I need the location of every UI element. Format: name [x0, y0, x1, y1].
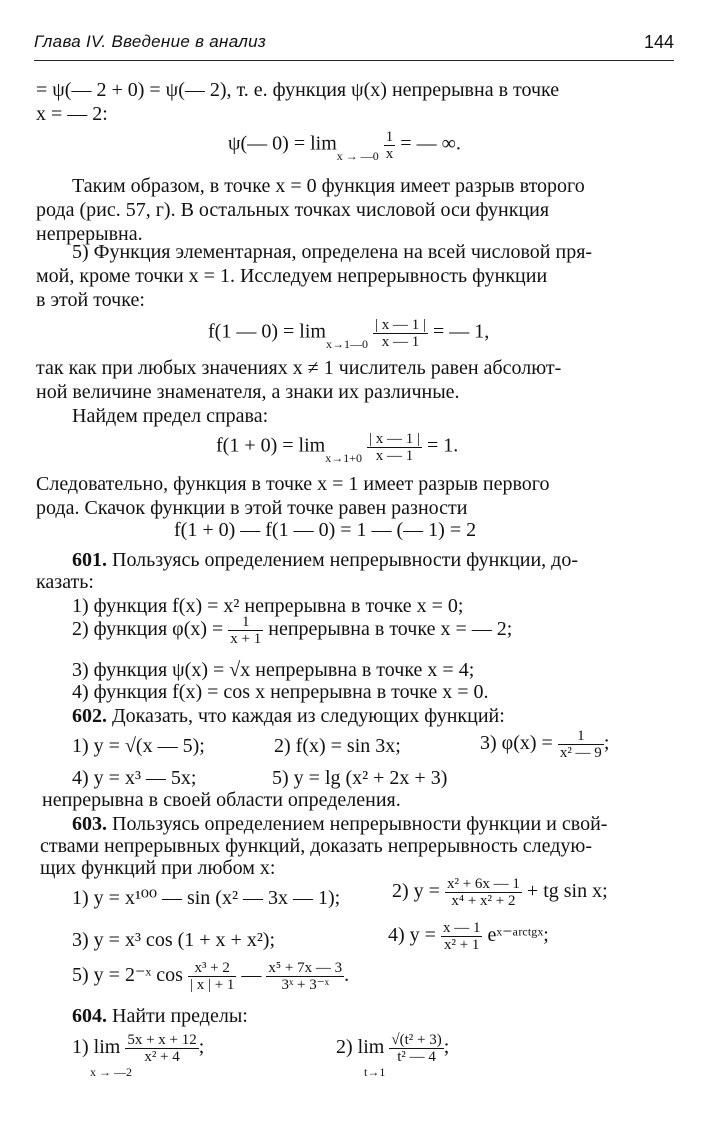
item-603-2: 2) y = $\frac{\text{x² + 6x — 1}}{\text{x⁴ + x² + 2}}$ + tg sin x; — [392, 876, 608, 909]
fraction: $\frac{\text{x⁵ + 7x — 3}}{\text{3ˣ + 3⁻ˣ}}$ — [268, 960, 343, 993]
text-line: Таким образом, в точке x = 0 функция имеет разрыв второго — [72, 175, 585, 197]
problem-602: 602. Доказать, что каждая из следующих функций: — [72, 705, 505, 727]
limit-subscript: x → —2 — [90, 1065, 132, 1079]
item-603-5: 5) y = 2⁻ˣ cos $\frac{\text{x³ + 2}}{| x | + 1}$ — $\frac{\text{x⁵ + 7x — 3}}{\text{3ˣ + 3⁻ˣ}}$ . — [72, 960, 350, 993]
item-603-4: 4) y = $\frac{x — 1}{\text{x² + 1}}$ eˣ⁻ᵃʳᶜᵗᵍˣ; — [388, 920, 549, 953]
fraction: $\frac{1}{x}$ — [385, 128, 394, 162]
text-line: ной величине знаменателя, а знаки их различные. — [36, 381, 460, 403]
limit-subscript: x→1—0 — [325, 337, 368, 351]
fraction: $\frac{| x — 1 |}{x — 1}$ — [369, 430, 421, 464]
limit-subscript: x → —0 — [336, 149, 379, 163]
text-line: непрерывна в своей области определения. — [42, 789, 401, 811]
item-603-3: 3) y = x³ cos (1 + x + x²); — [72, 929, 276, 951]
item-603-1: 1) y = x¹⁰⁰ — sin (x² — 3x — 1); — [72, 887, 341, 909]
text-line: = ψ(— 2 + 0) = ψ(— 2), т. е. функция ψ(x) непрерывна в точке — [36, 79, 560, 101]
text-line: щих функций при любом x: — [40, 857, 276, 879]
text-line: Следовательно, функция в точке x = 1 имеет разрыв первого — [36, 473, 550, 495]
text-line: рода. Скачок функции в этой точке равен разности — [36, 497, 468, 519]
text-line: непрерывна. — [36, 223, 143, 245]
problem-603: 603. Пользуясь определением непрерывности функции и свой- — [72, 813, 608, 835]
problem-604: 604. Найти пределы: — [72, 1005, 248, 1027]
text-line: так как при любых значениях x ≠ 1 числитель равен абсолют- — [36, 357, 562, 379]
item-601-2: 2) функция φ(x) = $\frac{1}{x + 1}$ непрерывна в точке x = — 2; — [72, 614, 513, 647]
item-601-4: 4) функция f(x) = cos x непрерывна в точке x = 0. — [72, 681, 489, 703]
equation-right-limit: f(1 + 0) = lim x→1+0 $\frac{| x — 1 |}{x — 1}$ = 1. — [216, 430, 459, 465]
fraction: $\frac{\text{x² + 6x — 1}}{\text{x⁴ + x² + 2}}$ — [446, 876, 520, 909]
limit-subscript: x→1+0 — [325, 451, 362, 465]
item-602-1: 1) y = √(x — 5); — [72, 735, 205, 757]
text-line: ствами непрерывных функций, доказать непрерывность следую- — [40, 835, 593, 857]
running-header — [34, 30, 674, 61]
equation-left-limit: f(1 — 0) = lim x→1—0 $\frac{| x — 1 |}{x — 1}$ = — 1, — [208, 316, 490, 351]
item-602-3: 3) φ(x) = $\frac{1}{\text{x² — 9}}$ ; — [480, 728, 610, 761]
item-601-3: 3) функция ψ(x) = √x непрерывна в точке x = 4; — [72, 659, 475, 681]
item-602-4: 4) y = x³ — 5x; — [72, 767, 197, 789]
fraction: $\frac{\text{x³ + 2}}{| x | + 1}$ — [189, 960, 235, 993]
item-601-1: 1) функция f(x) = x² непрерывна в точке x = 0; — [72, 595, 464, 617]
equation-limit-psi: ψ(— 0) = lim x → —0 $\frac{1}{x}$ = — ∞. — [228, 128, 461, 163]
chapter-title: Глава IV. Введение в анализ — [34, 32, 267, 51]
item-602-2: 2) f(x) = sin 3x; — [274, 735, 401, 757]
text-line: казать: — [36, 571, 94, 593]
problem-601: 601. Пользуясь определением непрерывности функции, до- — [72, 549, 579, 571]
text-line: Найдем предел справа: — [72, 405, 269, 427]
item-604-1: 1) lim $\frac{5x + x + 12}{\text{x² + 4}}$ ; x → —2 — [72, 1032, 205, 1079]
text-line: в этой точке: — [36, 289, 145, 311]
fraction: $\frac{5x + x + 12}{\text{x² + 4}}$ — [127, 1032, 197, 1065]
item-602-5: 5) y = lg (x² + 2x + 3) — [272, 767, 448, 789]
equation-jump: f(1 + 0) — f(1 — 0) = 1 — (— 1) = 2 — [174, 519, 477, 541]
fraction: $\frac{1}{x + 1}$ — [230, 614, 262, 647]
fraction: $\frac{| x — 1 |}{x — 1}$ — [374, 316, 426, 350]
text-line: 5) Функция элементарная, определена на всей числовой пря- — [72, 241, 593, 263]
fraction: $\frac{1}{\text{x² — 9}}$ — [559, 728, 602, 761]
text-line: x = — 2: — [36, 103, 108, 125]
fraction: $\frac{\text{√(t² + 3)}}{\text{t² — 4}}$ — [391, 1032, 442, 1065]
text-line: мой, кроме точки x = 1. Исследуем непрерывность функции — [36, 265, 548, 287]
item-604-2: 2) lim $\frac{\text{√(t² + 3)}}{\text{t² — 4}}$ ; t→1 — [336, 1032, 450, 1079]
text-line: рода (рис. 57, г). В остальных точках числовой оси функция — [36, 199, 550, 221]
fraction: $\frac{x — 1}{\text{x² + 1}}$ — [442, 920, 481, 953]
limit-subscript: t→1 — [364, 1065, 386, 1079]
page-number: 144 — [643, 32, 674, 52]
